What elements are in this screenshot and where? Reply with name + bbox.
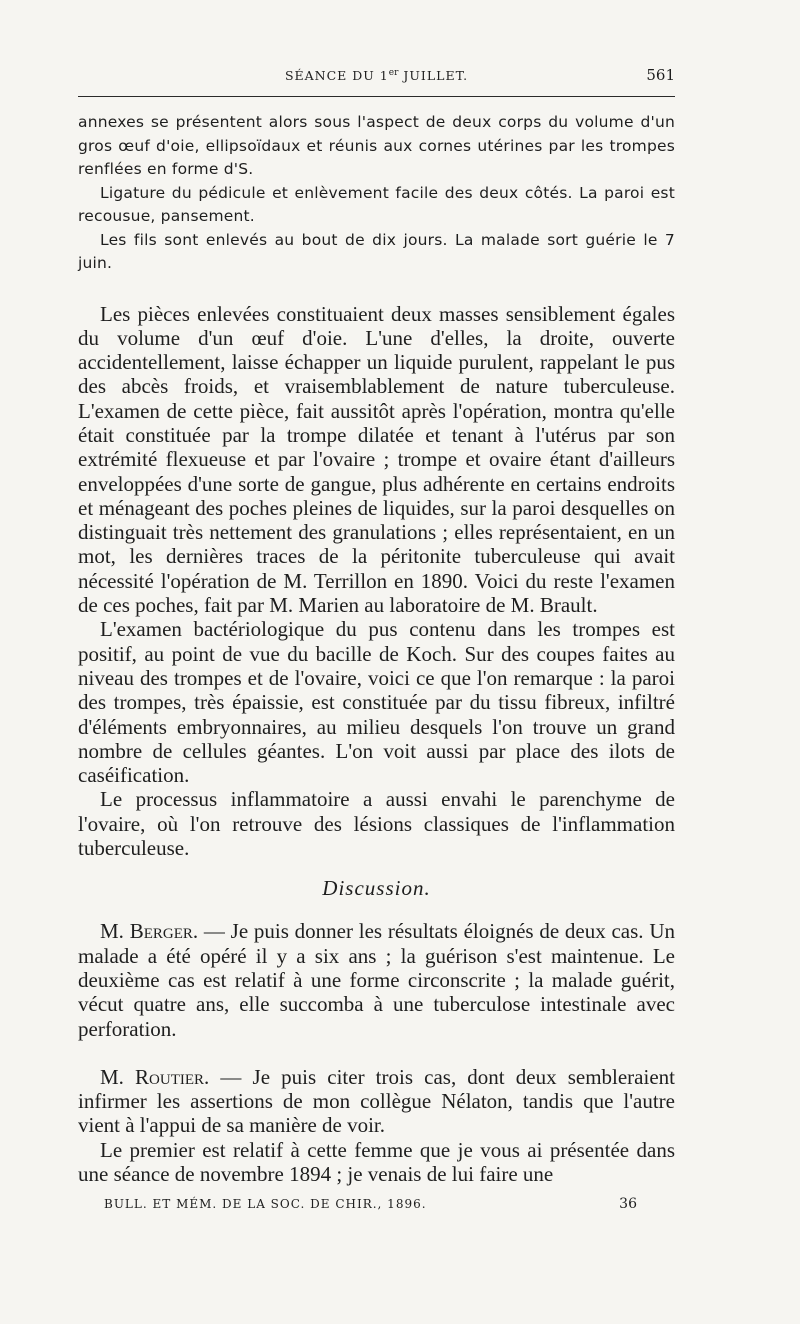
routier-continuation: Le premier est relatif à cette femme que je vous ai présentée dans une séance de novembre 1894 ; je venais de lui faire une (78, 1137, 675, 1186)
berger-paragraph: M. Berger. — Je puis donner les résultats éloignés de deux cas. Un malade a été opéré il y a six ans ; la guérison s'est maintenue. Le deuxième cas est relatif à une forme circonscrite ; la malade guérit, vécut quatre ans, elle succomba à une tuberculose intestinale avec perforation. (78, 919, 675, 1041)
running-title: SÉANCE DU 1er JUILLET. (284, 68, 469, 84)
body-paragraph: Le processus inflammatoire a aussi envahi le parenchyme de l'ovaire, où l'on retrouve des lésions classiques de l'inflammation tuberculeuse. (78, 787, 675, 861)
body-paragraph: L'examen bactériologique du pus contenu dans les trompes est positif, au point de vue du bacille de Koch. Sur des coupes faites au niveau des trompes et de l'ovaire, voici ce que l'on remarque : la paroi des trompes, très épaissie, est constituée par du tissu fibreux, infiltré d'éléments embryonnaires, au milieu desquels l'on trouve un grand nombre de cellules géantes. L'on voit aussi par place des ilots de caséification. (78, 617, 675, 788)
page-footer (78, 1196, 675, 1212)
body-paragraph: Les pièces enlevées constituaient deux masses sensiblement égales du volume d'un œuf d'oie. L'une d'elles, la droite, ouverte accidentellement, laisse échapper un liquide purulent, rappelant le pus des abcès froids, et vraisemblablement de nature tuberculeuse. L'examen de cette pièce, fait aussitôt après l'opération, montra qu'elle était constituée par la trompe dilatée et tenant à l'utérus par son extrémité flexueuse et par l'ovaire ; trompe et ovaire étant d'ailleurs enveloppées d'une sorte de gangue, plus adhérente en certains endroits et ménageant des poches pleines de liquides, sur la paroi desquelles on distinguait très nettement des granulations ; elles représentaient, en un mot, les dernières traces de la péritonite tuberculeuse qui avait nécessité l'opération de M. Terrillon en 1890. Voici du reste l'examen de ces poches, fait par M. Marien au laboratoire de M. Brault. (78, 301, 675, 618)
speaker-name: Berger (129, 919, 193, 944)
case-report-block (78, 111, 675, 276)
header-rule (78, 96, 675, 97)
page-number: 561 (646, 66, 675, 84)
document-page (78, 62, 675, 1212)
main-text-block (78, 302, 675, 1187)
case-paragraph: Ligature du pédicule et enlèvement facile des deux côtés. La paroi est recousue, pansement. (78, 183, 675, 225)
publication-source: BULL. ET MÉM. DE LA SOC. DE CHIR., 1896. (104, 1197, 427, 1212)
case-paragraph: annexes se présentent alors sous l'aspect de deux corps du volume d'un gros œuf d'oie, ellipsoïdaux et réunis aux cornes utérines par les trompes renflées en forme d'S. (78, 113, 675, 178)
speaker-name: Routier (135, 1064, 205, 1089)
signature-mark: 36 (619, 1196, 637, 1213)
section-heading: Discussion. (322, 876, 431, 901)
running-header (78, 62, 675, 88)
case-paragraph: Les fils sont enlevés au bout de dix jours. La malade sort guérie le 7 juin. (78, 230, 675, 272)
routier-paragraph: M. Routier. — Je puis citer trois cas, dont deux sembleraient infirmer les assertions de mon collègue Nélaton, tandis que l'autre vient à l'appui de sa manière de voir. (78, 1064, 675, 1138)
